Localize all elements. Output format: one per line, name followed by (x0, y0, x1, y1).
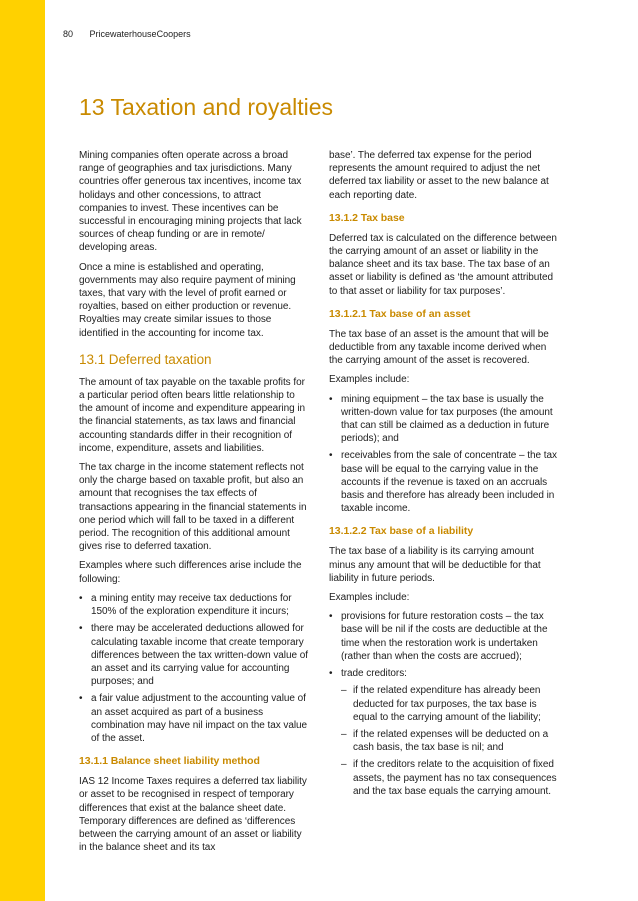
trade-creditors-sublist (341, 684, 561, 798)
page-number: 80 (63, 29, 74, 39)
list-item: • a fair value adjustment to the accounting value of an asset acquired as part of a business combination may have nil impact on the tax value of the asset. (79, 692, 309, 745)
paragraph: The tax charge in the income statement reflects not only the charge based on taxable profit, but also an amount that recognises the tax effects of transactions appearing in the financial statements in one period which will fall to be taxed in a different period. The recognition of this additional amount gives rise to deferred taxation. (79, 462, 307, 553)
paragraph: The tax base of an asset is the amount that will be deductible from any taxable income derived when the carrying amount of the asset is recovered. (329, 328, 549, 367)
paragraph: The tax base of a liability is its carrying amount minus any amount that will be deductible for that liability in future periods. (329, 546, 541, 584)
asset-examples-list (329, 393, 561, 516)
section-heading-13-1-2-1: 13.1.2.1 Tax base of an asset (329, 307, 471, 320)
chapter-title: 13 Taxation and royalties (79, 94, 334, 120)
paragraph: Deferred tax is calculated on the difference between the carrying amount of an asset or liability in the balance sheet and its tax base. The tax base of an asset or liability is defined as ‘the amount attributed to that asset or liability for tax purposes’. (329, 232, 557, 297)
list-item: • mining equipment – the tax base is usually the written-down value for tax purposes (the amount that can still be claimed as a deduction in future periods); and (329, 393, 561, 446)
paragraph: base’. The deferred tax expense for the period represents the amount required to adjust the net deferred tax liability or asset to the new balance at each reporting date. (329, 150, 549, 201)
paragraph: Examples include: (329, 374, 410, 386)
paragraph: IAS 12 Income Taxes requires a deferred tax liability or asset to be recognised in respect of temporary differences that exist at the balance sheet date. Temporary differences are defined as ‘differences between the carrying amount of an asset or liability in the balance sheet and its tax (79, 776, 307, 854)
paragraph: The amount of tax payable on the taxable profits for a particular period often bears little relationship to the amount of income and expenditure appearing in the financial statements, as tax laws and financial accounting standards differ in their recognition of income, expenditure, assets and liabilities. (79, 376, 306, 454)
section-heading-13-1-1: 13.1.1 Balance sheet liability method (79, 755, 260, 768)
list-item-text: provisions for future restoration costs – the tax base will be nil if the costs are deductible at the time when the restoration work is undertaken (rather than when the costs are accrued); (341, 611, 548, 662)
paragraph: Examples where such differences arise include the following: (79, 560, 302, 585)
sub-list-item: – if the related expenses will be deducted on a cash basis, the tax base is nil; and (341, 728, 561, 754)
list-item (329, 610, 561, 663)
differences-list (79, 592, 309, 745)
sub-list-item: – if the related expenditure has already been deducted for tax purposes, the tax base is equal to the carrying amount of the liability; (341, 684, 561, 724)
intro-paragraph-2: Once a mine is established and operating, governments may also require payment of mining taxes, that vary with the level of profit earned or royalties, based on either production or revenue. Royalties may create similar issues to those identified in the accounting for income tax. (79, 261, 296, 339)
yellow-side-bar (0, 0, 45, 901)
list-item (329, 667, 561, 798)
sub-list-item: – if the creditors relate to the acquisition of fixed assets, the payment has no tax consequences and the tax base equals the carrying amount. (341, 758, 561, 798)
section-heading-13-1-2-2: 13.1.2.2 Tax base of a liability (329, 525, 474, 538)
section-heading-13-1: 13.1 Deferred taxation (79, 351, 212, 367)
list-item: • receivables from the sale of concentrate – the tax base will be equal to the carrying value in the accounts if the revenue is taxed on an accruals basis and therefore has already been included in taxable income. (329, 449, 561, 515)
right-column (329, 149, 561, 804)
list-item: • there may be accelerated deductions allowed for calculating taxable income that create temporary differences between the tax written-down value of an asset and its carrying value for accounting purposes; and (79, 622, 309, 688)
intro-paragraph-1: Mining companies often operate across a broad range of geographies and tax jurisdictions. Many countries offer generous tax incentives, income tax holidays and other concessions, to attract companies to invest. These incentives can be successful in encouraging mining projects that lack sources of cheap funding or are in remote/ developing areas. (79, 150, 302, 254)
liability-examples-list (329, 610, 561, 798)
left-column (79, 149, 309, 860)
list-item: • a mining entity may receive tax deductions for 150% of the exploration expenditure it incurs; (79, 592, 309, 618)
running-header (63, 29, 191, 39)
publisher-name: PricewaterhouseCoopers (89, 29, 191, 39)
section-heading-13-1-2: 13.1.2 Tax base (329, 211, 405, 224)
paragraph: Examples include: (329, 592, 410, 604)
list-item-text: trade creditors: (341, 668, 407, 680)
